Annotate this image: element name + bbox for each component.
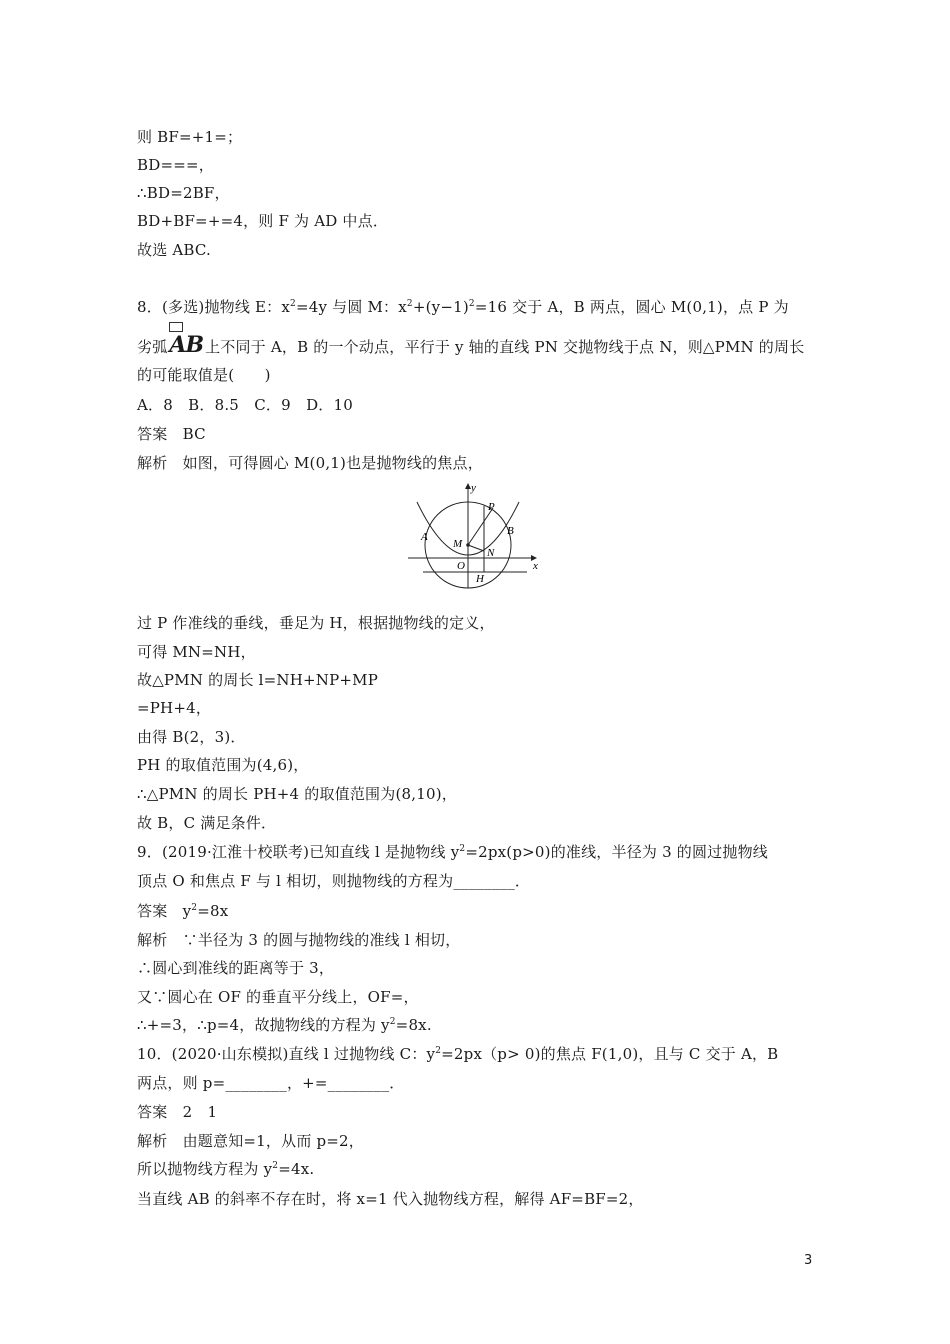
- question-10-line-1: 10．(2020·山东模拟)直线 l 过抛物线 C：$y^2=2px(p> 0)$的焦点 F(1,0)，且与 C 交于 A，B: [137, 1045, 779, 1063]
- text-line: 可得 MN=NH，: [137, 643, 256, 661]
- question-8-analysis: 解析 如图，可得圆心 M(0,1)也是抛物线的焦点，: [137, 454, 483, 472]
- question-8-line-1: 8．(多选)抛物线 E：$x^2=4y$ 与圆 M：$x^2+(y-1)^2=16$ 交于 A，B 两点，圆心 M(0,1)，点 P 为: [137, 298, 789, 316]
- question-9-line-2: 顶点 O 和焦点 F 与 l 相切，则抛物线的方程为________．: [137, 872, 531, 890]
- text-line: 由得 B(2，3)．: [137, 728, 246, 746]
- question-10-line-2: 两点，则 p=________，+=________．: [137, 1074, 405, 1092]
- question-10-answer: 答案 2 1: [137, 1103, 218, 1121]
- text-line: 故选 ABC.: [137, 241, 212, 259]
- question-8-options: A．8 B．8.5 C．9 D．10: [137, 396, 353, 414]
- text-line: ∴BD=2BF，: [137, 184, 230, 202]
- text-line: 故 B，C 满足条件．: [137, 814, 277, 832]
- label-n: N: [487, 547, 495, 559]
- segment-mn: [468, 545, 484, 551]
- text-line: 解析 ∵半径为 3 的圆与抛物线的准线 l 相切，: [137, 931, 461, 949]
- question-8-answer: 答案 BC: [137, 425, 206, 443]
- text-line: ∴+=3，∴p=4，故抛物线的方程为 $y^2=8x$.: [137, 1016, 432, 1034]
- text-line: 则 BF=+1=；: [137, 128, 243, 146]
- arc-ab-symbol: AB: [169, 335, 203, 357]
- label-m: M: [453, 538, 463, 550]
- point-m: [466, 543, 470, 547]
- label-p: P: [488, 501, 495, 513]
- text-line: 解析 由题意知=1，从而 p=2，: [137, 1132, 364, 1150]
- text-line: 又∵圆心在 OF 的垂直平分线上，OF=，: [137, 988, 419, 1006]
- text-line: =PH+4，: [137, 699, 212, 717]
- parabola-circle-figure: [405, 478, 545, 594]
- question-9-line-1: 9．(2019·江淮十校联考)已知直线 l 是抛物线 $y^2=2px(p>0)$的准线，半径为 3 的圆过抛物线: [137, 843, 768, 861]
- text-line: 故△PMN 的周长 l=NH+NP+MP: [137, 671, 379, 689]
- label-x: x: [533, 560, 538, 572]
- arc-mark-icon: [169, 322, 183, 332]
- page-number: 3: [804, 1253, 813, 1268]
- label-a: A: [421, 531, 428, 543]
- label-y: y: [471, 482, 476, 494]
- text-line: 过 P 作准线的垂线，垂足为 H，根据抛物线的定义，: [137, 614, 495, 632]
- segment-mp: [468, 508, 493, 545]
- question-9-answer: 答案 $y^2=8x$: [137, 902, 229, 920]
- label-b: B: [507, 525, 514, 537]
- question-8-line-3: 的可能取值是( ): [137, 366, 271, 384]
- text-line: 当直线 AB 的斜率不存在时，将 x=1 代入抛物线方程，解得 AF=BF=2，: [137, 1190, 644, 1208]
- text-line: BD===，: [137, 156, 214, 174]
- label-o: O: [457, 560, 465, 572]
- figure-svg: [405, 478, 545, 590]
- text-line: ∴△PMN 的周长 PH+4 的取值范围为(8,10)，: [137, 785, 457, 803]
- question-8-line-2: 劣弧 AB 上不同于 A，B 的一个动点，平行于 y 轴的直线 PN 交抛物线于点 N，则△PMN 的周长: [137, 335, 804, 357]
- label-h: H: [476, 573, 484, 585]
- text-line: ∴圆心到准线的距离等于 3，: [137, 959, 335, 977]
- text-line: BD+BF=+=4，则 F 为 AD 中点．: [137, 212, 389, 230]
- text-line: 所以抛物线方程为 $y^2=4x$.: [137, 1160, 315, 1178]
- text-line: PH 的取值范围为(4,6)，: [137, 756, 309, 774]
